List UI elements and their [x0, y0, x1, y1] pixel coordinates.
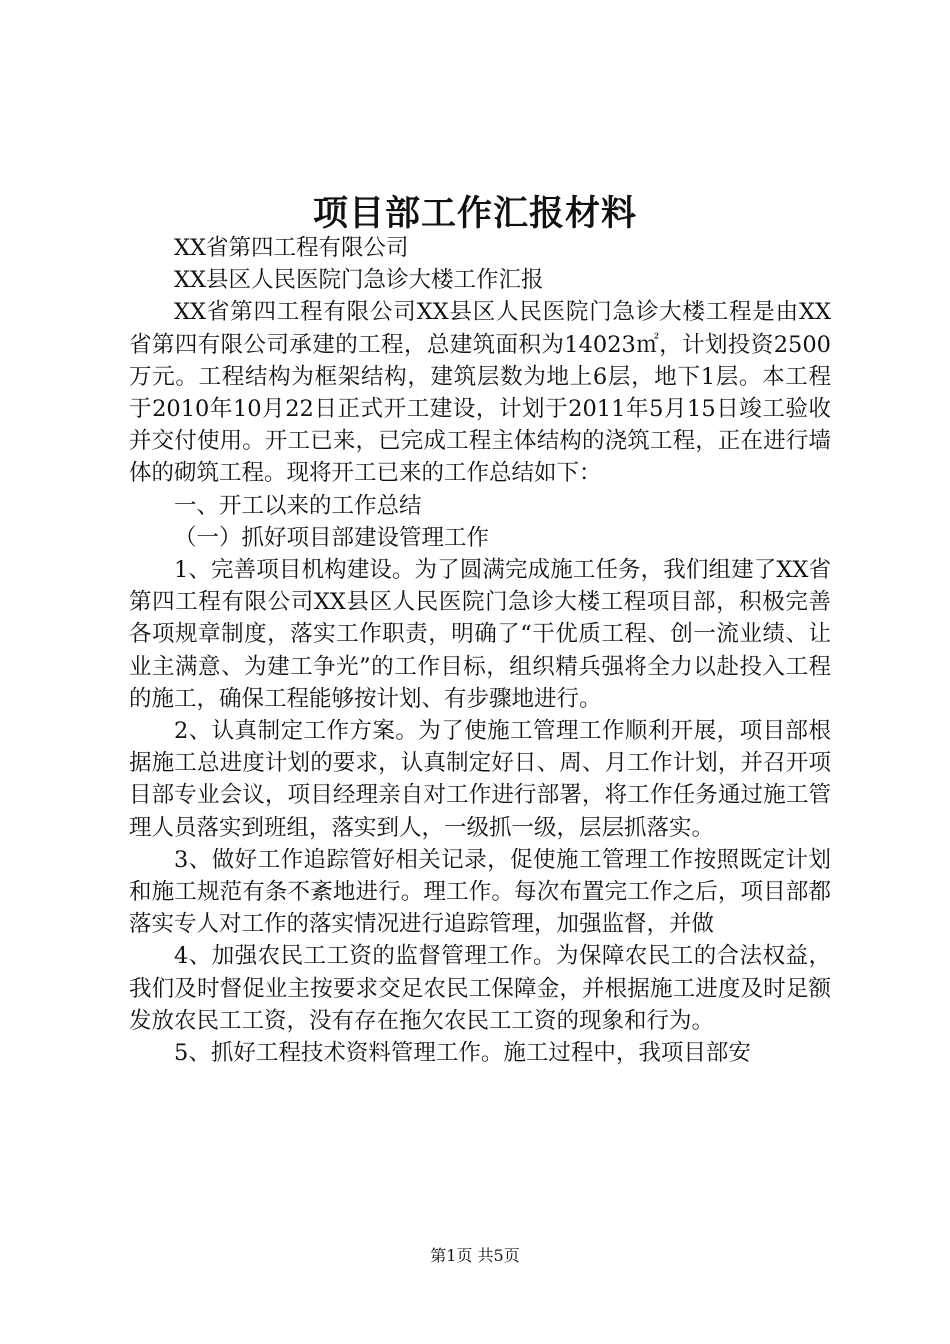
- paragraph-company: XX省第四工程有限公司: [174, 235, 409, 261]
- document-title: 项目部工作汇报材料: [312, 193, 637, 234]
- paragraph-report-name: XX县区人民医院门急诊大楼工作汇报: [174, 267, 544, 294]
- page-number-footer: 第1页 共5页: [430, 1246, 520, 1265]
- paragraph-item-4: 4、加强农民工工资的监督管理工作。为保障农民工的合法权益，我们及时督促业主按要求交足农民工保障金，并根据施工进度及时足额发放农民工工资，没有存在拖欠农民工工资的现象和行为。: [129, 943, 831, 1034]
- paragraph-item-3: 3、做好工作追踪管好相关记录，促使施工管理工作按照既定计划和施工规范有条不紊地进行。理工作。每次布置完工作之后，项目部都落实专人对工作的落实情况进行追踪管理，加强监督，并做: [129, 846, 831, 938]
- section-heading: 一、开工以来的工作总结: [174, 492, 422, 519]
- paragraph-intro: XX省第四工程有限公司XX县区人民医院门急诊大楼工程是由XX省第四有限公司承建的工程，总建筑面积为14023㎡，计划投资2500万元。工程结构为框架结构，建筑层数为地上6层，地下1层。本工程于2010年10月22日正式开工建设，计划于2011年5月15日竣工验收并交付使用。开工已来，已完成工程主体结构的浇筑工程，正在进行墙体的砌筑工程。现将开工已来的工作总结如下：: [129, 299, 831, 487]
- subsection-heading: （一）抓好项目部建设管理工作: [174, 524, 490, 551]
- paragraph-item-5: 5、抓好工程技术资料管理工作。施工过程中，我项目部安: [174, 1040, 751, 1067]
- document-body: [129, 232, 831, 1069]
- paragraph-item-1: 1、完善项目机构建设。为了圆满完成施工任务，我们组建了XX省第四工程有限公司XX县区人民医院门急诊大楼工程项目部，积极完善各项规章制度，落实工作职责，明确了“干优质工程、创一流业绩、让业主满意、为建工争光”的工作目标，组织精兵强将全力以赴投入工程的施工，确保工程能够按计划、有步骤地进行。: [129, 557, 831, 712]
- paragraph-item-2: 2、认真制定工作方案。为了使施工管理工作顺利开展，项目部根据施工总进度计划的要求，认真制定好日、周、月工作计划，并召开项目部专业会议，项目经理亲自对工作进行部署，将工作任务通过施工管理人员落实到班组，落实到人，一级抓一级，层层抓落实。: [129, 718, 831, 841]
